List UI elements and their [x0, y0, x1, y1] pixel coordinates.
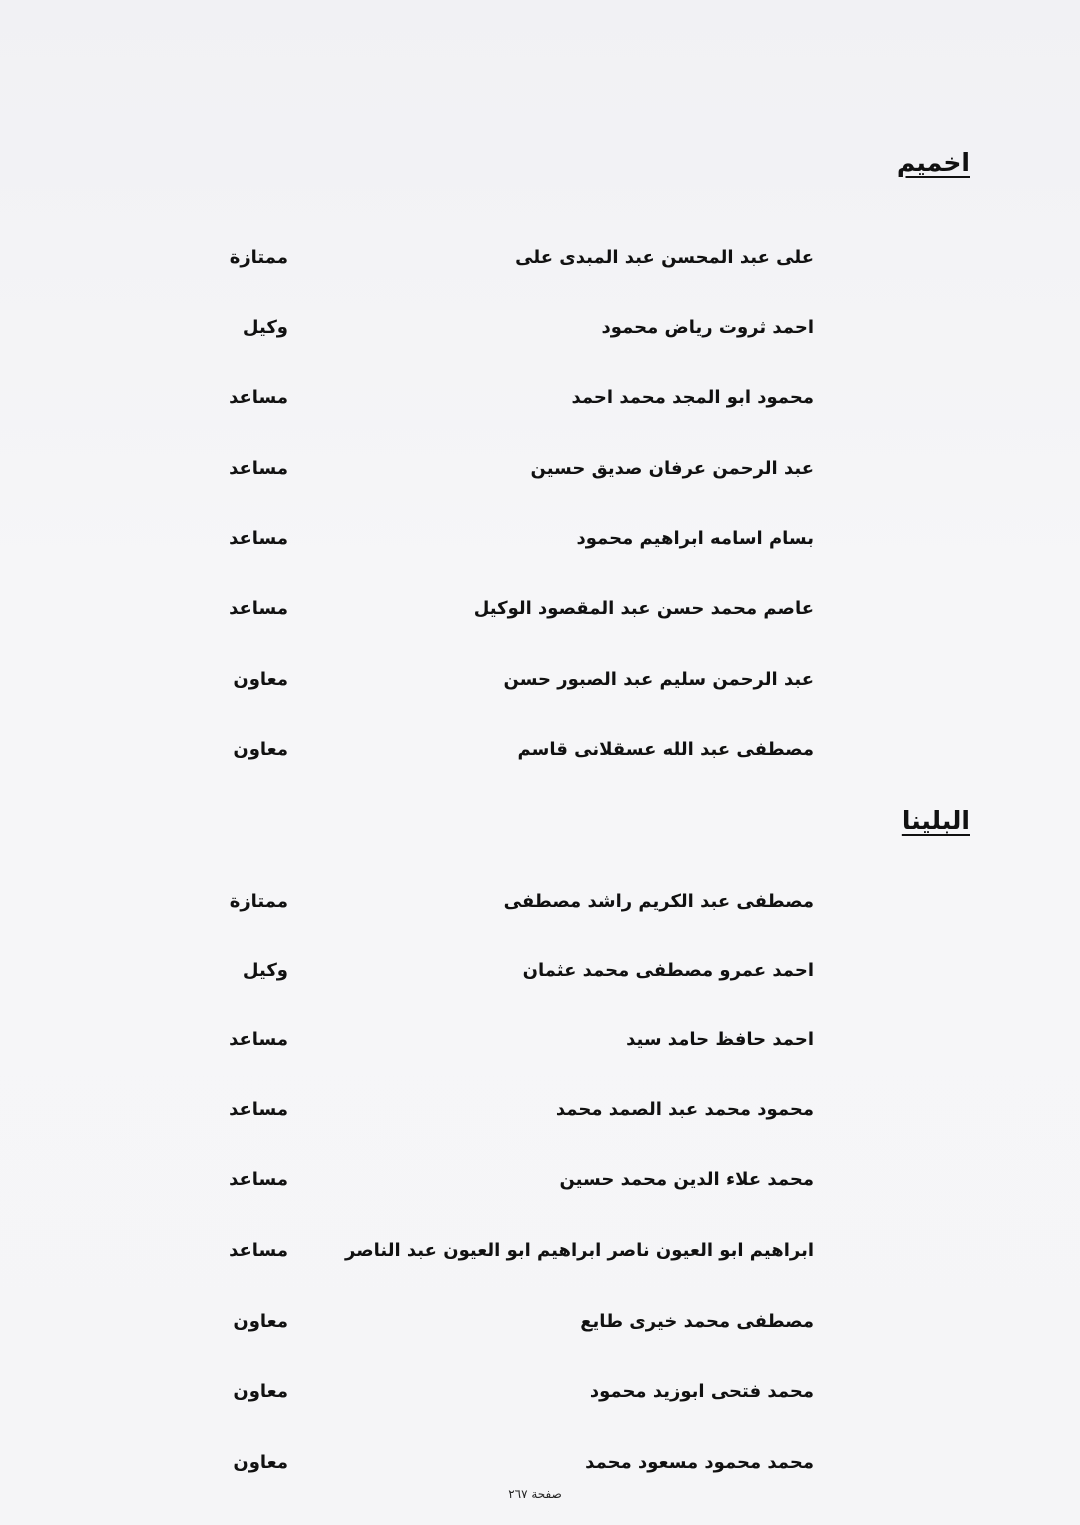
- person-rank: مساعد: [229, 1169, 288, 1190]
- list-item: [0, 951, 1080, 991]
- person-rank: معاون: [233, 739, 288, 760]
- list-item: [0, 1160, 1080, 1200]
- person-name: ابراهيم ابو العيون ناصر ابراهيم ابو العيون عبد الناصر: [345, 1240, 814, 1261]
- person-name: مصطفى عبد الكريم راشد مصطفى: [503, 891, 814, 912]
- person-name: احمد حافظ حامد سيد: [626, 1029, 814, 1050]
- person-rank: مساعد: [229, 1240, 288, 1261]
- person-name: محمود محمد عبد الصمد محمد: [555, 1099, 814, 1120]
- person-rank: معاون: [233, 1381, 288, 1402]
- list-item: [0, 378, 1080, 418]
- section-title-akhmim: اخميم: [896, 148, 970, 177]
- section-title-balyana: البلينا: [901, 806, 970, 835]
- person-name: احمد عمرو مصطفى محمد عثمان: [522, 960, 814, 981]
- person-name: مصطفى عبد الله عسقلانى قاسم: [517, 739, 814, 760]
- person-rank: مساعد: [229, 1029, 288, 1050]
- person-rank: مساعد: [229, 387, 288, 408]
- list-item: [0, 589, 1080, 629]
- list-item: [0, 1372, 1080, 1412]
- person-rank: مساعد: [229, 1099, 288, 1120]
- person-name: محمد محمود مسعود محمد: [585, 1452, 814, 1473]
- list-item: [0, 1090, 1080, 1130]
- person-name: عبد الرحمن عرفان صديق حسين: [530, 458, 814, 479]
- person-name: محمود ابو المجد محمد احمد: [571, 387, 814, 408]
- list-item: [0, 449, 1080, 489]
- person-rank: مساعد: [229, 528, 288, 549]
- list-item: [0, 238, 1080, 278]
- person-name: احمد ثروت رياض محمود: [601, 317, 814, 338]
- list-item: [0, 730, 1080, 770]
- list-item: [0, 519, 1080, 559]
- list-item: [0, 660, 1080, 700]
- list-item: [0, 1302, 1080, 1342]
- list-item: [0, 882, 1080, 922]
- list-item: [0, 308, 1080, 348]
- list-item: [0, 1020, 1080, 1060]
- list-item: [0, 1443, 1080, 1483]
- person-name: محمد فتحى ابوزيد محمود: [589, 1381, 814, 1402]
- person-rank: ممتازة: [229, 891, 288, 912]
- person-rank: ممتازة: [229, 247, 288, 268]
- person-name: عاصم محمد حسن عبد المقصود الوكيل: [473, 598, 814, 619]
- person-name: مصطفى محمد خيرى طايع: [580, 1311, 814, 1332]
- person-name: بسام اسامه ابراهيم محمود: [576, 528, 814, 549]
- person-rank: معاون: [233, 669, 288, 690]
- page-number: صفحة ٢٦٧: [508, 1487, 562, 1501]
- person-rank: وكيل: [242, 317, 288, 338]
- person-rank: معاون: [233, 1452, 288, 1473]
- person-rank: معاون: [233, 1311, 288, 1332]
- person-rank: وكيل: [242, 960, 288, 981]
- person-name: محمد علاء الدين محمد حسين: [559, 1169, 814, 1190]
- person-name: عبد الرحمن سليم عبد الصبور حسن: [503, 669, 814, 690]
- person-rank: مساعد: [229, 598, 288, 619]
- person-rank: مساعد: [229, 458, 288, 479]
- list-item: [0, 1231, 1080, 1271]
- person-name: على عبد المحسن عبد المبدى على: [515, 247, 814, 268]
